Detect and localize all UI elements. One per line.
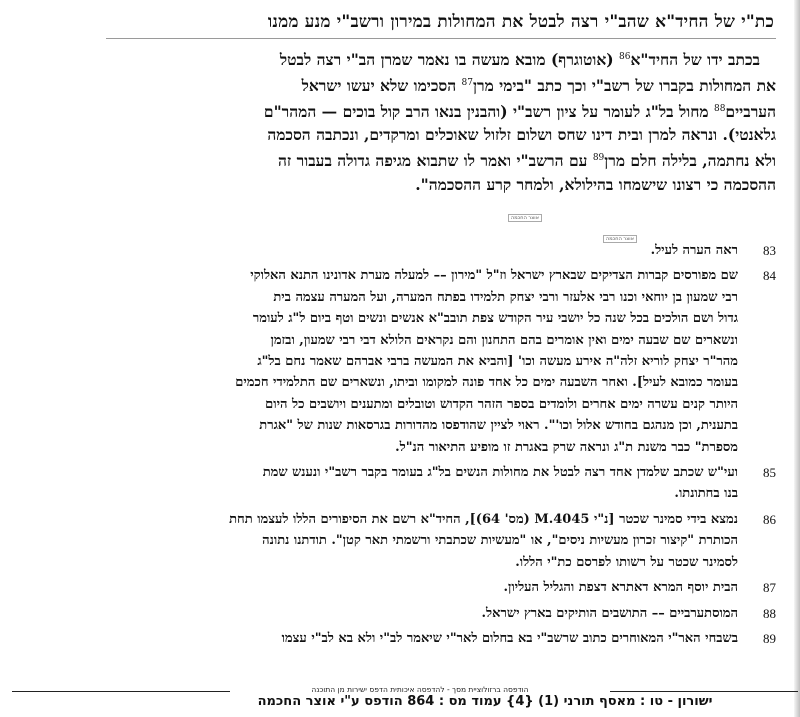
footnote-line: בתענית, וכן מנהגם בחודש אלול וכו'". ראוי לציין שהודפסו מהדורות בגרסאות שנות של "אגרת [259, 418, 738, 434]
footnote-item [124, 577, 776, 598]
watermark-stamp: אוצר החכמה [603, 235, 637, 243]
footnote-number: 85 [763, 465, 776, 481]
section-heading: כת"י של החיד"א שהב"י רצה לבטל את המחולות במירון ורשב"י מנע ממנו [267, 12, 774, 32]
footnote-number: 84 [763, 268, 776, 284]
page-edge-shadow [794, 0, 800, 717]
footnote-line: מספרת" כבר משנת ת"ג ונראה שרק באגרת זו מופיע התיאור הנ"ל. [395, 439, 738, 455]
footnote-line: בנו בחתונתו. [674, 486, 738, 502]
footnote-line: מהר"ר יצחק לוריא זלה"ה אירע מעשה וכו' [והביא את המעשה ברבי אברהם שאמר נחם בל"ג [257, 354, 738, 370]
footnote-line: ועי"ש שכתב שלמדן אחד רצה לבטל את מחולות הנשים בל"ג בעומר בקבר רשב"י ונענש שמת [262, 465, 738, 481]
footnote-number: 87 [763, 580, 776, 596]
paragraph-line: הערביים$^{88}$ מחול בל"ג לעומר על ציון רשב"י (והבנין בנאו הרב קול בוכים — המהר"ם [263, 101, 776, 121]
footnote-line: הכותרת "קיצור זכרון מעשיות ניסים", או "מעשיות שכתבתי ורשמתי תאר קטן". תודתנו נתונה [262, 533, 738, 549]
paragraph-line: בכתב ידו של החיד"א$^{86}$ (אוטוגרף) מובא מעשה בו נאמר שמרן הב"י רצה לבטל [279, 50, 760, 69]
footnote-ref[interactable]: 86 [619, 52, 631, 62]
footer-source-line: ישורון - טו : מאסף תורני (1) {4} עמוד מס : 864 הודפס ע"י אוצר החכמה [257, 694, 713, 709]
footnote-item [124, 462, 776, 505]
paragraph-line: ההסכמה כי רצונו שישמחו בהילולא, ולמחר קרע ההסכמה". [415, 174, 776, 194]
footnote-line: ראה הערה לעיל. [650, 243, 738, 258]
footnote-line: הבית יוסף המרא דאתרא דצפת והגליל העליון. [503, 580, 738, 596]
footnote-line: גדול ושם הולכים בכל שנה כל יושבי עיר הקודש צפת תובב"א אנשים ונשים וטף ביום ל"ג לעומר [252, 311, 738, 327]
footnotes-section [124, 240, 776, 653]
footnote-line: המוסתערביים –– התושבים הותיקים בארץ ישראל. [481, 605, 738, 621]
footnote-number: 83 [763, 243, 776, 258]
watermark-stamp: אוצר החכמה [508, 214, 542, 222]
footnote-line: ונשארים שם שבעה ימים ואין אומרים בהם התחנון והם נקראים הלולא דבי רבי שמעון, ובזמן [270, 332, 738, 348]
footnote-line: היותר קנים עשרה ימים אחרים ולומדים בספר הזהר הקדוש וטובלים ומתענים ויושבים כל היום [265, 396, 738, 412]
footnote-ref[interactable]: 87 [461, 77, 473, 88]
footnote-line: בשבחי האר"י המאוחרים כתוב שרשב"י בא בחלום לאר"י שיאמר לב"י ולא בא לב"י עצמו [281, 630, 738, 646]
footnote-line: שם מפורסים קברות הצדיקים שבארץ ישראל וז"ל "מירון –– למעלה מערת אדונינו התנא האלוקי [250, 268, 738, 284]
footnote-ref[interactable]: 88 [713, 103, 726, 114]
footnote-line: רבי שמעון בן יוחאי וכנו רבי אלעזר ורבי יצחק תלמידו בפתח המערה, ועל המערה עצמה בית [273, 289, 738, 305]
footnote-line: נמצא בידי סמינר שכטר [נ"י 4045.M (מס' 64)], החיד"א רשם את הסיפורים הללו לעצמו תחת [229, 511, 738, 527]
main-paragraph [124, 46, 776, 197]
footnote-number: 88 [763, 605, 776, 621]
paragraph-line: גלאנטי). ונראה למרן ובית דינו שחס ושלום זלזול שאוכלים ומרקדים, ונכתבה הסכמה [267, 125, 776, 145]
footnote-line: בעומר כמובא לעיל]. ואחר השבעה ימים כל אחד פונה למקומו וביתו, ונשארים שם התלמידי חכמים [235, 375, 738, 391]
footnote-item [124, 240, 776, 261]
paragraph-line: את המחולות בקברו של רשב"י וכך כתב "בימי מרן$^{87}$ הסכימו שלא יעשו ישראל [301, 75, 776, 95]
footnote-number: 86 [763, 511, 776, 527]
footnote-item [124, 509, 776, 573]
footnote-line: לסמינר שכטר על רשותו לפרסם כת"י הללו. [515, 554, 738, 570]
footnote-item [124, 265, 776, 458]
footnote-ref[interactable]: 89 [592, 153, 605, 164]
footer-notice: הודפסה ברזולוציית מסך - להדפסה איכותית הדפס ישירות מן התוכנה [230, 685, 610, 694]
footnote-item [124, 603, 776, 624]
paragraph-line: ולא נחתמה, בלילה חלם מרן$^{89}$ עם הרשב"י ואמר לו שתבוא מגיפה גדולה בעבור זה [277, 151, 776, 171]
heading-divider [106, 38, 776, 39]
footnote-item [124, 628, 776, 649]
footnote-number: 89 [763, 630, 776, 646]
